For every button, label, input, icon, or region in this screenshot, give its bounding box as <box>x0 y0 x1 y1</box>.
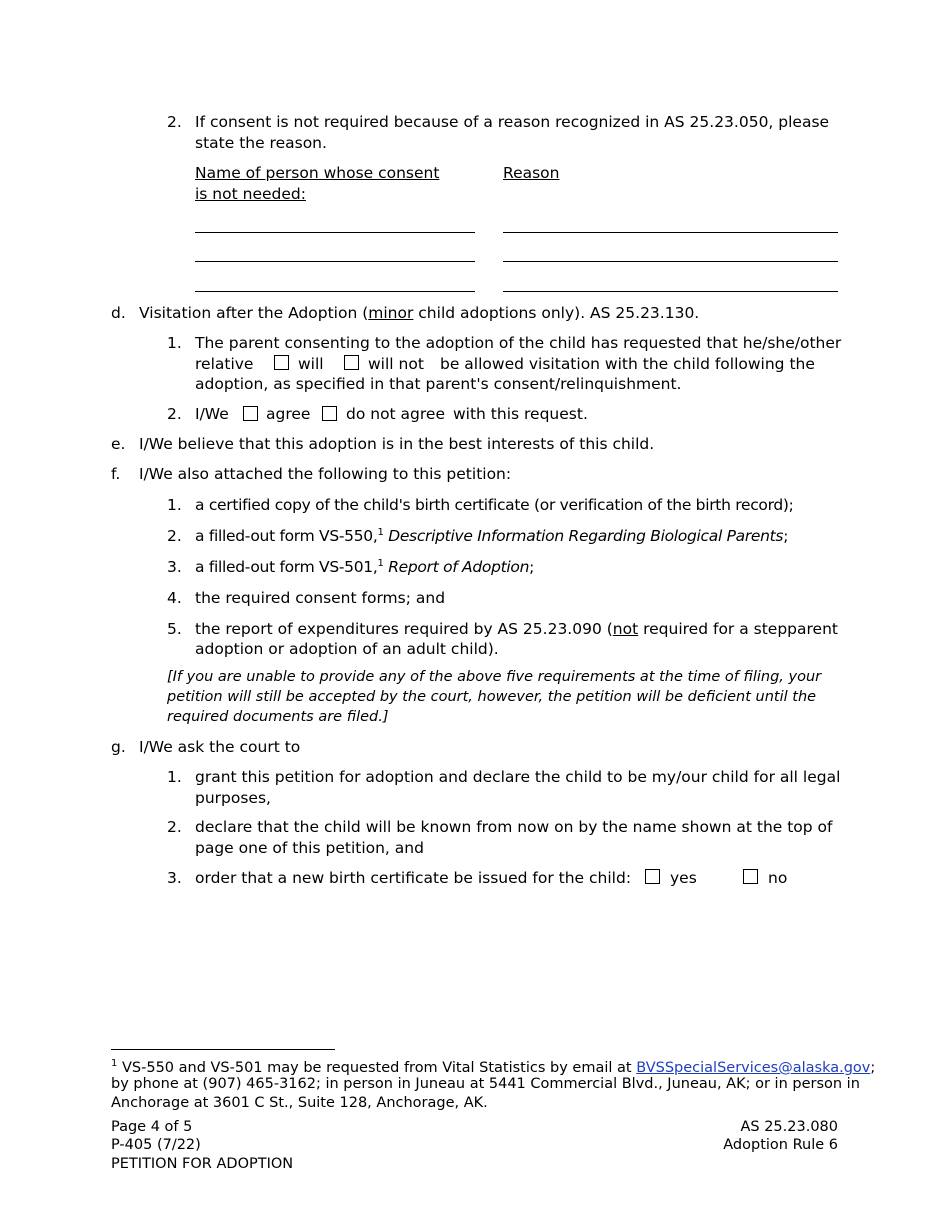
consent-reason-text: If consent is not required because of a reason recognized in AS 25.23.050, please <box>195 113 830 131</box>
form-title: PETITION FOR ADOPTION <box>111 1156 294 1172</box>
section-letter-e: e. <box>111 435 126 453</box>
filing-note-cont: petition will still be accepted by the court, however, the petition will be deficient until the <box>167 689 817 705</box>
child-name-text: declare that the child will be known from now on by the name shown at the top of <box>195 818 833 836</box>
visitation-heading-pre: Visitation after the Adoption ( <box>139 304 369 322</box>
attachments-heading: I/We also attached the following to this petition: <box>139 465 512 483</box>
visitation-request-text: The parent consenting to the adoption of the child has requested that he/she/other <box>195 334 842 352</box>
footnote-ref: 1 <box>377 527 384 538</box>
page-number: Page 4 of 5 <box>111 1119 193 1135</box>
item-number: 1. <box>167 768 182 786</box>
reason-column-header: Reason <box>503 164 560 182</box>
do-not-agree-label: do not agree <box>346 405 446 423</box>
item-number: 3. <box>167 558 182 576</box>
item-number: 2. <box>167 527 182 545</box>
expenditures-item-cont: adoption or adoption of an adult child). <box>195 640 499 658</box>
grant-petition-text-cont: purposes, <box>195 789 271 807</box>
name-entry-line-2[interactable] <box>195 261 475 262</box>
name-entry-line-1[interactable] <box>195 232 475 233</box>
will-checkbox[interactable] <box>274 355 289 370</box>
iwe-label: I/We <box>195 405 229 423</box>
item-number: 2. <box>167 113 182 131</box>
minor-word: minor <box>368 304 414 322</box>
vs501-post: ; <box>529 558 535 576</box>
footnote-text: VS-550 and VS-501 may be requested from Vital Statistics by email at <box>117 1060 637 1076</box>
name-entry-line-3[interactable] <box>195 291 475 292</box>
rule-reference: Adoption Rule 6 <box>723 1137 838 1153</box>
filing-note-end: required documents are filed.] <box>167 709 389 725</box>
visitation-text-end: adoption, as specified in that parent's consent/relinquishment. <box>195 375 682 393</box>
item-number: 1. <box>167 334 182 352</box>
birth-certificate-order-text: order that a new birth certificate be issued for the child: <box>195 869 632 887</box>
name-column-header-cont: is not needed: <box>195 185 306 203</box>
vs501-item <box>195 558 534 576</box>
form-number: P-405 (7/22) <box>111 1137 201 1153</box>
consent-reason-text-cont: state the reason. <box>195 134 327 152</box>
do-not-agree-checkbox[interactable] <box>322 406 337 421</box>
item-number: 2. <box>167 818 182 836</box>
footnote-cont: by phone at (907) 465-3162; in person in Juneau at 5441 Commercial Blvd., Juneau, AK; or in person in <box>111 1076 860 1092</box>
item-number: 4. <box>167 589 182 607</box>
footnote-mark: 1 <box>111 1058 118 1069</box>
yes-label: yes <box>670 869 697 887</box>
section-letter-g: g. <box>111 738 126 756</box>
will-not-checkbox[interactable] <box>344 355 359 370</box>
no-checkbox[interactable] <box>743 869 758 884</box>
will-not-label: will not <box>368 355 424 373</box>
request-text-end: with this request. <box>453 405 588 423</box>
statute-reference: AS 25.23.080 <box>740 1119 838 1135</box>
consent-forms-item: the required consent forms; and <box>195 589 446 607</box>
section-letter-f: f. <box>111 465 121 483</box>
name-column-header: Name of person whose consent <box>195 164 440 182</box>
vs501-pre: a filled-out form VS-501, <box>195 558 378 576</box>
visitation-heading-post: child adoptions only). AS 25.23.130. <box>413 304 700 322</box>
vs550-post: ; <box>783 527 789 545</box>
expenditures-post: required for a stepparent <box>638 620 838 638</box>
reason-entry-line-1[interactable] <box>503 232 838 233</box>
filing-note: [If you are unable to provide any of the above five requirements at the time of filing, your <box>167 669 822 685</box>
no-label: no <box>768 869 788 887</box>
expenditures-pre: the report of expenditures required by AS 25.23.090 ( <box>195 620 613 638</box>
yes-checkbox[interactable] <box>645 869 660 884</box>
vs550-item <box>195 527 788 545</box>
section-letter-d: d. <box>111 304 126 322</box>
footnote <box>111 1058 875 1076</box>
footnote-text-end: ; <box>870 1060 876 1076</box>
birth-certificate-item: a certified copy of the child's birth certificate (or verification of the birth record); <box>195 496 794 514</box>
vs550-pre: a filled-out form VS-550, <box>195 527 378 545</box>
court-request-heading: I/We ask the court to <box>139 738 301 756</box>
footnote-end: Anchorage at 3601 C St., Suite 128, Anchorage, AK. <box>111 1095 488 1111</box>
best-interests-statement: I/We believe that this adoption is in the best interests of this child. <box>139 435 655 453</box>
expenditures-item <box>195 620 838 638</box>
item-number: 3. <box>167 869 182 887</box>
visitation-heading <box>139 304 699 322</box>
reason-entry-line-3[interactable] <box>503 291 838 292</box>
vs501-title: Report of Adoption <box>388 558 530 576</box>
item-number: 2. <box>167 405 182 423</box>
reason-entry-line-2[interactable] <box>503 261 838 262</box>
email-link[interactable]: BVSSpecialServices@alaska.gov <box>636 1060 871 1076</box>
visitation-text-cont: be allowed visitation with the child following the <box>440 355 815 373</box>
grant-petition-text: grant this petition for adoption and declare the child to be my/our child for all legal <box>195 768 841 786</box>
vs550-title: Descriptive Information Regarding Biological Parents <box>388 527 784 545</box>
footnote-ref: 1 <box>377 558 384 569</box>
item-number: 1. <box>167 496 182 514</box>
not-word: not <box>612 620 639 638</box>
child-name-text-cont: page one of this petition, and <box>195 839 424 857</box>
item-number: 5. <box>167 620 182 638</box>
relative-label: relative <box>195 355 254 373</box>
footnote-separator <box>111 1049 335 1050</box>
agree-checkbox[interactable] <box>243 406 258 421</box>
will-label: will <box>298 355 324 373</box>
agree-label: agree <box>266 405 311 423</box>
